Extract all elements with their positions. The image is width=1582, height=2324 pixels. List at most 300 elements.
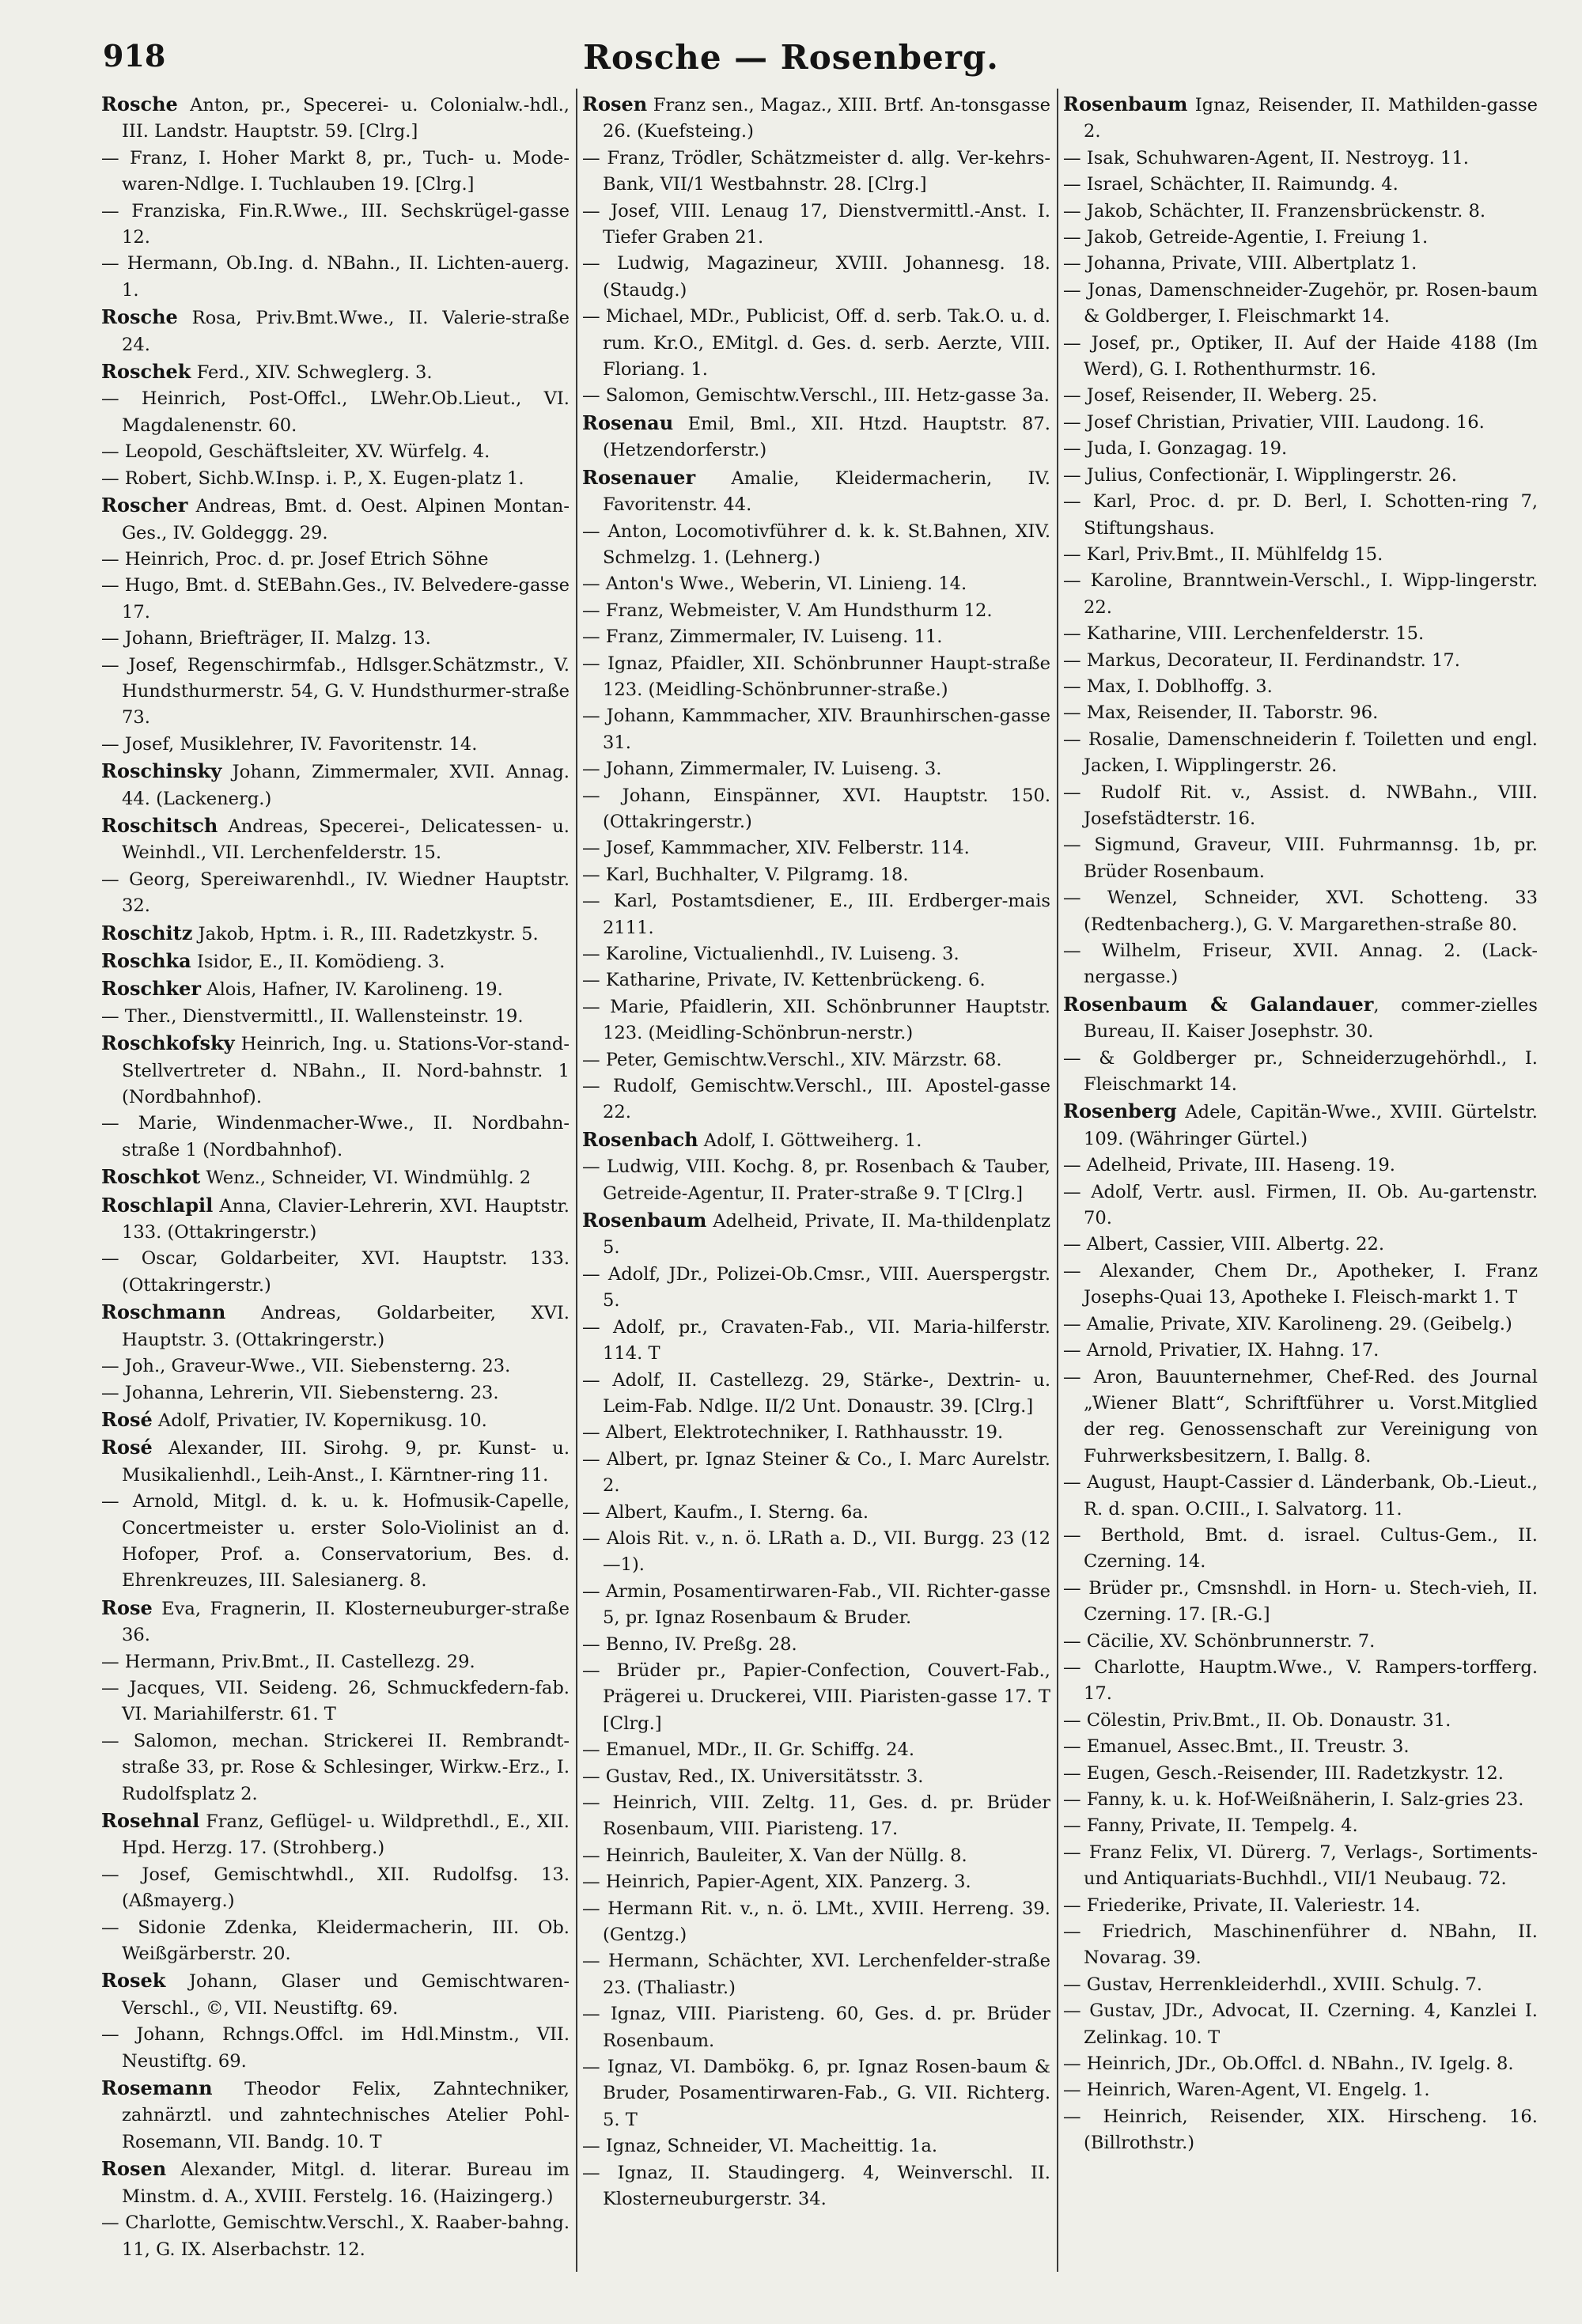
directory-entry bbox=[582, 1843, 1050, 1869]
entry-surname: Roschlapil bbox=[101, 1193, 214, 1217]
directory-entry bbox=[101, 91, 570, 146]
entry-text: — Wenzel, Schneider, XVI. Schotteng. 33 (Redtenbacherg.), G. V. Margarethen-straße 80. bbox=[1063, 888, 1538, 935]
entry-text: — Johann, Einspänner, XVI. Hauptstr. 150. (Ottakringerstr.) bbox=[582, 785, 1050, 832]
entry-text: — Wilhelm, Friseur, XVII. Annag. 2. (Lack-nergasse.) bbox=[1063, 941, 1538, 988]
entry-text: — Michael, MDr., Publicist, Off. d. serb. Tak.O. u. d. rum. Kr.O., EMitgl. d. Ges. d. serb. Aerzte, VIII. Floriang. 1. bbox=[582, 306, 1050, 380]
directory-entry bbox=[1063, 1787, 1538, 1813]
directory-entry bbox=[1063, 1179, 1538, 1232]
entry-surname: Rosenau bbox=[582, 411, 674, 434]
entry-surname: Roschitz bbox=[101, 921, 193, 944]
entry-text: — Joh., Graveur-Wwe., VII. Siebensterng. 23. bbox=[101, 1356, 511, 1377]
entry-text: — Gustav, JDr., Advocat, II. Czerning. 4, Kanzlei I. Zelinkag. 10. T bbox=[1063, 2000, 1538, 2048]
entry-surname: Rosehnal bbox=[101, 1809, 200, 1832]
entry-text: — Hermann, Schächter, XVI. Lerchenfelder-straße 23. (Thaliastr.) bbox=[582, 1951, 1050, 1998]
directory-entry bbox=[1063, 1761, 1538, 1787]
directory-entry bbox=[1063, 463, 1538, 489]
entry-text: — Jakob, Getreide-Agentie, I. Freiung 1. bbox=[1063, 227, 1429, 248]
directory-entry bbox=[582, 1447, 1050, 1500]
directory-entry bbox=[582, 383, 1050, 409]
entry-text: Alexander, III. Sirohg. 9, pr. Kunst- u. Musikalienhdl., Leih-Anst., I. Kärntner-ring 11. bbox=[122, 1438, 570, 1486]
entry-text: Adolf, I. Göttweiherg. 1. bbox=[698, 1130, 922, 1151]
entry-text: — Heinrich, Proc. d. pr. Josef Etrich Söhne bbox=[101, 548, 489, 570]
directory-entry bbox=[101, 1489, 570, 1595]
entry-text: — Rudolf Rit. v., Assist. d. NWBahn., VIII. Josefstädterstr. 16. bbox=[1063, 782, 1538, 829]
entry-text: — Max, I. Doblhoffg. 3. bbox=[1063, 676, 1273, 697]
entry-text: — Albert, Cassier, VIII. Albertg. 22. bbox=[1063, 1234, 1385, 1255]
entry-text: — Hugo, Bmt. d. StEBahn.Ges., IV. Belvedere-gasse 17. bbox=[101, 575, 570, 623]
directory-entry bbox=[582, 835, 1050, 861]
entry-text: — Charlotte, Gemischtw.Verschl., X. Raaber-bahng. 11, G. IX. Alserbachstr. 12. bbox=[101, 2212, 570, 2260]
directory-entry bbox=[101, 1380, 570, 1406]
directory-entry bbox=[101, 2022, 570, 2075]
directory-entry bbox=[101, 1915, 570, 1968]
directory-entry bbox=[582, 941, 1050, 967]
entry-surname: Rosé bbox=[101, 1407, 153, 1431]
directory-entry bbox=[101, 1406, 570, 1434]
entry-surname: Rosenbaum bbox=[1063, 93, 1188, 115]
entry-surname: Rosche bbox=[101, 93, 178, 115]
directory-entry bbox=[582, 1658, 1050, 1737]
entry-text: — Karl, Priv.Bmt., II. Mühlfeldg 15. bbox=[1063, 543, 1383, 565]
entry-text: — Marie, Windenmacher-Wwe., II. Nordbahn-straße 1 (Nordbahnhof). bbox=[101, 1113, 570, 1160]
entry-text: — Sigmund, Graveur, VIII. Fuhrmannsg. 1b, pr. Brüder Rosenbaum. bbox=[1063, 835, 1538, 882]
entry-text: Johann, Glaser und Gemischtwaren-Verschl., ©, VII. Neustiftg. 69. bbox=[122, 1971, 570, 2019]
entry-text: Adele, Capitän-Wwe., XVIII. Gürtelstr. 109. (Währinger Gürtel.) bbox=[1084, 1102, 1538, 1149]
entry-text: — Franz Felix, VI. Dürerg. 7, Verlags-, Sortiments- und Antiquariats-Buchhdl., VII/1 Neubaug. 72. bbox=[1063, 1841, 1538, 1890]
directory-entry bbox=[1063, 278, 1538, 331]
directory-entry bbox=[1063, 1840, 1538, 1893]
directory-entry bbox=[1063, 1813, 1538, 1839]
entry-surname: Roschka bbox=[101, 949, 191, 972]
directory-entry bbox=[582, 91, 1050, 146]
entry-text: Theodor Felix, Zahntechniker, zahnärztl. und zahntechnisches Atelier Pohl-Rosemann, VII. Bandg. 10. T bbox=[122, 2079, 570, 2152]
entry-text: — Ludwig, VIII. Kochg. 8, pr. Rosenbach & Tauber, Getreide-Agentur, II. Prater-straße 9. T [Clrg.] bbox=[582, 1156, 1050, 1204]
directory-entry bbox=[1063, 1153, 1538, 1179]
directory-entry bbox=[101, 1807, 570, 1862]
entry-text: — Ignaz, II. Staudingerg. 4, Weinverschl. II. Klosterneuburgerstr. 34. bbox=[582, 2162, 1050, 2210]
page-title: Rosche — Rosenberg. bbox=[583, 38, 999, 77]
entry-surname: Rosenauer bbox=[582, 465, 696, 489]
directory-entry bbox=[582, 651, 1050, 704]
entry-surname: Roschker bbox=[101, 977, 202, 1001]
entry-text: Adelheid, Private, II. Ma-thildenplatz 5. bbox=[603, 1211, 1050, 1259]
entry-text: — Berthold, Bmt. d. israel. Cultus-Gem., II. Czerning. 14. bbox=[1063, 1524, 1538, 1573]
directory-entry bbox=[101, 1030, 570, 1111]
directory-entry bbox=[101, 358, 570, 386]
entry-text: — Johann, Rchngs.Offcl. im Hdl.Minstm., VII. Neustiftg. 69. bbox=[101, 2024, 570, 2072]
entry-text: — Franziska, Fin.R.Wwe., III. Sechskrügel-gasse 12. bbox=[101, 200, 570, 248]
entry-text: Ignaz, Reisender, II. Mathilden-gasse 2. bbox=[1084, 95, 1538, 142]
directory-entry bbox=[582, 624, 1050, 650]
entry-surname: Rosek bbox=[101, 1969, 166, 1993]
entry-text: — Ignaz, VI. Dambökg. 6, pr. Ignaz Rosen-baum & Bruder, Posamentirwaren-Fab., G. VII. Richterg. 5. T bbox=[582, 2057, 1050, 2130]
entry-text: Rosa, Priv.Bmt.Wwe., II. Valerie-straße 24. bbox=[122, 308, 570, 355]
directory-entry bbox=[101, 626, 570, 652]
entry-text: — Josef, Musiklehrer, IV. Favoritenstr. 14. bbox=[101, 733, 478, 755]
entry-text: — Adolf, II. Castellezg. 29, Stärke-, Dextrin- u. Leim-Fab. Ndlge. II/2 Unt. Donaustr. 39. [Clrg.] bbox=[582, 1369, 1050, 1417]
entry-text: — Hermann Rit. v., n. ö. LMt., XVIII. Herreng. 39. (Gentzg.) bbox=[582, 1898, 1050, 1946]
directory-entry bbox=[1063, 568, 1538, 621]
directory-entry bbox=[582, 1047, 1050, 1073]
entry-text: — Friedrich, Maschinenführer d. NBahn, II. Novarag. 39. bbox=[1063, 1921, 1538, 1969]
entry-text: — Adolf, pr., Cravaten-Fab., VII. Maria-hilferstr. 114. T bbox=[582, 1316, 1050, 1364]
directory-entry bbox=[1063, 1972, 1538, 1998]
directory-entry bbox=[1063, 938, 1538, 991]
directory-entry bbox=[1063, 2104, 1538, 2157]
entry-text: — Arnold, Privatier, IX. Hahng. 17. bbox=[1063, 1340, 1380, 1361]
entry-text: — Anton's Wwe., Weberin, VI. Linieng. 14. bbox=[582, 573, 967, 595]
directory-entry bbox=[101, 867, 570, 920]
directory-entry bbox=[1063, 1576, 1538, 1629]
entry-text: Anton, pr., Specerei- u. Colonialw.-hdl., III. Landstr. Hauptstr. 59. [Clrg.] bbox=[122, 95, 570, 142]
entry-text: Andreas, Specerei-, Delicatessen- u. Weinhdl., VII. Lerchenfelderstr. 15. bbox=[122, 816, 570, 864]
directory-entry bbox=[101, 1192, 570, 1247]
entry-text: — Gustav, Herrenkleiderhdl., XVIII. Schulg. 7. bbox=[1063, 1974, 1482, 1995]
entry-text: Anna, Clavier-Lehrerin, XVI. Hauptstr. 133. (Ottakringerstr.) bbox=[122, 1195, 570, 1243]
entry-text: — Ignaz, VIII. Piaristeng. 60, Ges. d. pr. Brüder Rosenbaum. bbox=[582, 2004, 1050, 2051]
directory-entry bbox=[582, 2133, 1050, 2159]
directory-entry bbox=[1063, 1655, 1538, 1708]
directory-entry bbox=[101, 466, 570, 492]
entry-surname: Rosenbaum bbox=[582, 1209, 707, 1232]
column-3 bbox=[1063, 91, 1538, 2298]
directory-entry bbox=[1063, 1338, 1538, 1364]
entry-text: — Katharine, Private, IV. Kettenbrückeng. 6. bbox=[582, 970, 986, 991]
entry-text: Andreas, Goldarbeiter, XVI. Hauptstr. 3. (Ottakringerstr.) bbox=[122, 1303, 570, 1350]
entry-text: — Ignaz, Schneider, VI. Macheittig. 1a. bbox=[582, 2136, 938, 2157]
entry-text: — Leopold, Geschäftsleiter, XV. Würfelg. 4. bbox=[101, 441, 490, 463]
directory-entry bbox=[582, 1869, 1050, 1895]
directory-entry bbox=[582, 1948, 1050, 2001]
entry-text: — Heinrich, Waren-Agent, VI. Engelg. 1. bbox=[1063, 2080, 1430, 2101]
directory-entry bbox=[1063, 383, 1538, 409]
directory-entry bbox=[1063, 674, 1538, 700]
column-divider bbox=[576, 89, 577, 2272]
entry-text: — Armin, Posamentirwaren-Fab., VII. Richter-gasse 5, pr. Ignaz Rosenbaum & Bruder. bbox=[582, 1580, 1050, 1629]
directory-entry bbox=[1063, 542, 1538, 568]
directory-entry bbox=[582, 994, 1050, 1047]
directory-entry bbox=[101, 2210, 570, 2263]
entry-text: Emil, Bml., XII. Htzd. Hauptstr. 87. (Hetzendorferstr.) bbox=[603, 413, 1050, 461]
entry-text: — Ther., Dienstvermittl., II. Wallensteinstr. 19. bbox=[101, 1005, 524, 1027]
directory-entry bbox=[1063, 1708, 1538, 1734]
directory-entry bbox=[101, 2075, 570, 2156]
entry-surname: Rosenbaum & Galandauer bbox=[1063, 992, 1374, 1016]
entry-text: — Peter, Gemischtw.Verschl., XIV. Märzstr. 68. bbox=[582, 1049, 1002, 1070]
directory-entry bbox=[1063, 700, 1538, 726]
directory-entry bbox=[582, 1126, 1050, 1154]
entry-text: — Josef Christian, Privatier, VIII. Laudong. 16. bbox=[1063, 411, 1485, 433]
directory-entry bbox=[1063, 780, 1538, 833]
directory-entry bbox=[101, 146, 570, 199]
directory-entry bbox=[1063, 251, 1538, 277]
directory-entry bbox=[1063, 1998, 1538, 2051]
entry-text: — Juda, I. Gonzagag. 19. bbox=[1063, 438, 1288, 460]
column-2 bbox=[582, 91, 1050, 2298]
directory-entry bbox=[1063, 1734, 1538, 1760]
entry-text: Isidor, E., II. Komödieng. 3. bbox=[191, 952, 445, 972]
entry-text: — Alois Rit. v., n. ö. LRath a. D., VII. Burgg. 23 (12—1). bbox=[582, 1527, 1050, 1576]
directory-entry bbox=[101, 920, 570, 948]
entry-text: — Georg, Spereiwarenhdl., IV. Wiedner Hauptstr. 32. bbox=[101, 869, 570, 917]
entry-text: — Johann, Kammmacher, XIV. Braunhirschen-gasse 31. bbox=[582, 706, 1050, 753]
directory-entry bbox=[101, 1675, 570, 1728]
entry-text: Johann, Zimmermaler, XVII. Annag. 44. (Lackenerg.) bbox=[122, 762, 570, 809]
entry-text: — Emanuel, MDr., II. Gr. Schiffg. 24. bbox=[582, 1739, 915, 1761]
directory-entry bbox=[101, 1246, 570, 1299]
directory-entry bbox=[101, 1299, 570, 1353]
directory-entry bbox=[582, 703, 1050, 756]
directory-entry bbox=[1063, 1919, 1538, 1972]
entry-text: — Albert, Kaufm., I. Sterng. 6a. bbox=[582, 1501, 869, 1523]
entry-text: Franz sen., Magaz., XIII. Brtf. An-tonsgasse 26. (Kuefsteing.) bbox=[603, 95, 1050, 142]
entry-text: — Brüder pr., Cmsnshdl. in Horn- u. Stech-vieh, II. Czerning. 17. [R.-G.] bbox=[1063, 1577, 1538, 1626]
directory-entry bbox=[1063, 410, 1538, 436]
directory-entry bbox=[101, 948, 570, 975]
entry-text: — Hermann, Priv.Bmt., II. Castellezg. 29. bbox=[101, 1651, 475, 1672]
directory-entry bbox=[101, 1728, 570, 1807]
directory-entry bbox=[101, 1164, 570, 1191]
directory-entry bbox=[582, 862, 1050, 888]
directory-entry bbox=[1063, 1364, 1538, 1470]
directory-entry bbox=[1063, 172, 1538, 198]
directory-entry bbox=[1063, 1470, 1538, 1523]
entry-text: — Ludwig, Magazineur, XVIII. Johannesg. 18. (Staudg.) bbox=[582, 253, 1050, 301]
directory-entry bbox=[101, 732, 570, 758]
entry-text: — Franz, Webmeister, V. Am Hundsthurm 12. bbox=[582, 600, 993, 621]
directory-entry bbox=[582, 1420, 1050, 1446]
directory-entry bbox=[582, 251, 1050, 304]
entry-text: — Hermann, Ob.Ing. d. NBahn., II. Lichten-auerg. 1. bbox=[101, 253, 570, 301]
entry-text: — Jacques, VII. Seideng. 26, Schmuckfedern-fab. VI. Mariahilferstr. 61. T bbox=[101, 1677, 570, 1725]
directory-entry bbox=[582, 199, 1050, 252]
page-number: 918 bbox=[103, 38, 166, 74]
directory-entry bbox=[582, 2054, 1050, 2133]
entry-text: — Franz, I. Hoher Markt 8, pr., Tuch- u. Mode-waren-Ndlge. I. Tuchlauben 19. [Clrg.] bbox=[101, 147, 570, 195]
directory-entry bbox=[582, 1154, 1050, 1207]
directory-entry bbox=[582, 1526, 1050, 1579]
entry-text: — Adelheid, Private, III. Haseng. 19. bbox=[1063, 1155, 1395, 1176]
entry-surname: Rose bbox=[101, 1595, 153, 1619]
entry-text: Franz, Geflügel- u. Wildprethdl., E., XII. Hpd. Herzg. 17. (Strohberg.) bbox=[122, 1811, 570, 1859]
directory-entry bbox=[101, 251, 570, 304]
entry-text: — Emanuel, Assec.Bmt., II. Treustr. 3. bbox=[1063, 1736, 1410, 1758]
entry-text: — Franz, Zimmermaler, IV. Luiseng. 11. bbox=[582, 626, 943, 648]
directory-entry bbox=[1063, 91, 1538, 146]
entry-surname: Roschinsky bbox=[101, 759, 222, 783]
directory-entry bbox=[1063, 832, 1538, 885]
entry-surname: Roschek bbox=[101, 360, 191, 384]
entry-text: — Salomon, Gemischtw.Verschl., III. Hetz-gasse 3a. bbox=[582, 385, 1050, 407]
entry-text: — Heinrich, Bauleiter, X. Van der Nüllg. 8. bbox=[582, 1845, 967, 1866]
entry-text: — Heinrich, Post-Offcl., LWehr.Ob.Lieut., VI. Magdalenenstr. 60. bbox=[101, 388, 570, 436]
directory-entry bbox=[1063, 436, 1538, 462]
directory-entry bbox=[1063, 1259, 1538, 1312]
entry-text: — Anton, Locomotivführer d. k. k. St.Bahnen, XIV. Schmelzg. 1. (Lehnerg.) bbox=[582, 520, 1050, 568]
column-1 bbox=[101, 91, 570, 2298]
directory-entry bbox=[1063, 489, 1538, 542]
directory-entry bbox=[101, 1353, 570, 1380]
entry-text: — Rosalie, Damenschneiderin f. Toiletten und engl. Jacken, I. Wipplingerstr. 26. bbox=[1063, 729, 1538, 777]
directory-entry bbox=[582, 1207, 1050, 1262]
entry-text: — Johann, Zimmermaler, IV. Luiseng. 3. bbox=[582, 759, 942, 780]
entry-text: — Israel, Schächter, II. Raimundg. 4. bbox=[1063, 174, 1398, 195]
entry-text: — Heinrich, Papier-Agent, XIX. Panzerg. 3. bbox=[582, 1872, 971, 1893]
entry-text: — Brüder pr., Papier-Confection, Couvert-Fab., Prägerei u. Druckerei, VIII. Piaristen-gasse 17. T [Clrg.] bbox=[582, 1660, 1050, 1734]
directory-entry bbox=[101, 439, 570, 465]
entry-text: Amalie, Kleidermacherin, IV. Favoritenstr. 44. bbox=[603, 467, 1050, 516]
entry-text: Ferd., XIV. Schweglerg. 3. bbox=[191, 362, 433, 384]
entry-text: — Julius, Confectionär, I. Wipplingerstr. 26. bbox=[1063, 464, 1457, 486]
entry-text: — Amalie, Private, XIV. Karolineng. 29. (Geibelg.) bbox=[1063, 1313, 1512, 1334]
entry-text: — Cölestin, Priv.Bmt., II. Ob. Donaustr. 31. bbox=[1063, 1709, 1451, 1731]
directory-entry bbox=[582, 146, 1050, 199]
directory-entry bbox=[1063, 1523, 1538, 1576]
directory-entry bbox=[582, 1790, 1050, 1843]
directory-entry bbox=[582, 1073, 1050, 1126]
entry-text: , commer-zielles Bureau, II. Kaiser Josephstr. 30. bbox=[1084, 994, 1538, 1043]
directory-entry bbox=[1063, 2051, 1538, 2077]
entry-text: — Karl, Buchhalter, V. Pilgramg. 18. bbox=[582, 864, 909, 885]
directory-entry bbox=[101, 1595, 570, 1649]
entry-text: — Sidonie Zdenka, Kleidermacherin, III. Ob. Weißgärberstr. 20. bbox=[101, 1917, 570, 1965]
directory-entry bbox=[582, 410, 1050, 464]
directory-entry bbox=[1063, 331, 1538, 384]
entry-text: Alexander, Mitgl. d. literar. Bureau im Minstm. d. A., XVIII. Ferstelg. 16. (Haizingerg.) bbox=[122, 2159, 570, 2207]
directory-entry bbox=[101, 1111, 570, 1164]
entry-text: Heinrich, Ing. u. Stations-Vor-stand-Stellvertreter d. NBahn., II. Nord-bahnstr. 1 (Nordbahnhof). bbox=[122, 1034, 570, 1108]
entry-text: — Ignaz, Pfaidler, XII. Schönbrunner Haupt-straße 123. (Meidling-Schönbrunner-straße.) bbox=[582, 653, 1050, 700]
entry-text: — Josef, Regenschirmfab., Hdlsger.Schätzmstr., V. Hundsthurmerstr. 54, G. V. Hundsthurmer-straße 73. bbox=[101, 654, 570, 729]
directory-entry bbox=[101, 2156, 570, 2210]
entry-text: — Josef, Gemischtwhdl., XII. Rudolfsg. 13. (Aßmayerg.) bbox=[101, 1864, 570, 1912]
directory-entry bbox=[1063, 2077, 1538, 2103]
entry-text: — Robert, Sichb.W.Insp. i. P., X. Eugen-platz 1. bbox=[101, 467, 524, 489]
directory-entry bbox=[582, 1500, 1050, 1526]
entry-text: — Karl, Proc. d. pr. D. Berl, I. Schotten-ring 7, Stiftungshaus. bbox=[1063, 491, 1538, 539]
directory-entry bbox=[101, 1967, 570, 2022]
directory-entry bbox=[101, 1649, 570, 1675]
directory-entry bbox=[1063, 146, 1538, 172]
directory-entry bbox=[1063, 1629, 1538, 1655]
entry-text: Adolf, Privatier, IV. Kopernikusg. 10. bbox=[152, 1410, 487, 1431]
entry-text: Eva, Fragnerin, II. Klosterneuburger-straße 36. bbox=[122, 1598, 570, 1646]
directory-entry bbox=[1063, 1312, 1538, 1338]
entry-text: — Franz, Trödler, Schätzmeister d. allg. Ver-kehrs-Bank, VII/1 Westbahnstr. 28. [Clrg.] bbox=[582, 147, 1050, 195]
entry-text: — Fanny, Private, II. Tempelg. 4. bbox=[1063, 1815, 1358, 1837]
entry-text: — Isak, Schuhwaren-Agent, II. Nestroyg. 11. bbox=[1063, 147, 1469, 168]
directory-entry bbox=[582, 598, 1050, 624]
entry-text: — Eugen, Gesch.-Reisender, III. Radetzkystr. 12. bbox=[1063, 1762, 1504, 1784]
entry-text: Andreas, Bmt. d. Oest. Alpinen Montan-Ges., IV. Goldeggg. 29. bbox=[122, 496, 570, 543]
directory-entry bbox=[101, 653, 570, 732]
directory-entry bbox=[1063, 1232, 1538, 1258]
directory-entry bbox=[101, 812, 570, 867]
directory-entry bbox=[101, 573, 570, 626]
directory-entry bbox=[1063, 199, 1538, 225]
directory-entry bbox=[582, 1632, 1050, 1658]
entry-text: — Heinrich, JDr., Ob.Offcl. d. NBahn., IV. Igelg. 8. bbox=[1063, 2053, 1514, 2075]
directory-entry bbox=[1063, 1893, 1538, 1919]
entry-text: — Aron, Bauunternehmer, Chef-Red. des Journal „Wiener Blatt“, Schriftführer u. Vorst.Mitglied der reg. Genossenschaft zur Vereinigung von Fuhrwerksbesitzern, I. Ballg. 8. bbox=[1063, 1366, 1538, 1467]
entry-text: — Fanny, k. u. k. Hof-Weißnäherin, I. Salz-gries 23. bbox=[1063, 1789, 1524, 1810]
entry-text: — Albert, Elektrotechniker, I. Rathhausstr. 19. bbox=[582, 1422, 1004, 1444]
entry-text: — Heinrich, Reisender, XIX. Hirscheng. 16. (Billrothstr.) bbox=[1063, 2106, 1538, 2154]
entry-text: — Jonas, Damenschneider-Zugehör, pr. Rosen-baum & Goldberger, I. Fleischmarkt 14. bbox=[1063, 279, 1538, 327]
directory-entry bbox=[101, 1004, 570, 1030]
directory-entry bbox=[582, 2001, 1050, 2054]
entry-text: — Oscar, Goldarbeiter, XVI. Hauptstr. 133. (Ottakringerstr.) bbox=[101, 1248, 570, 1296]
directory-entry bbox=[582, 1315, 1050, 1368]
directory-entry bbox=[1063, 1098, 1538, 1153]
entry-text: — Adolf, Vertr. ausl. Firmen, II. Ob. Au-gartenstr. 70. bbox=[1063, 1181, 1538, 1229]
entry-text: — Karoline, Branntwein-Verschl., I. Wipp-lingerstr. 22. bbox=[1063, 570, 1538, 618]
entry-surname: Rosemann bbox=[101, 2076, 213, 2100]
entry-text: — Rudolf, Gemischtw.Verschl., III. Apostel-gasse 22. bbox=[582, 1076, 1050, 1123]
directory-entry bbox=[582, 464, 1050, 519]
directory-entry bbox=[101, 975, 570, 1003]
entry-text: — Johann, Briefträger, II. Malzg. 13. bbox=[101, 628, 431, 649]
entry-text: — Josef, pr., Optiker, II. Auf der Haide 4188 (Im Werd), G. I. Rothenthurmstr. 16. bbox=[1063, 332, 1538, 380]
entry-text: — & Goldberger pr., Schneiderzugehörhdl., I. Fleischmarkt 14. bbox=[1063, 1047, 1538, 1096]
entry-text: — Salomon, mechan. Strickerei II. Rembrandt-straße 33, pr. Rose & Schlesinger, Wirkw.-Erz., I. Rudolfsplatz 2. bbox=[101, 1730, 570, 1804]
directory-entry bbox=[582, 1737, 1050, 1763]
directory-entry bbox=[582, 519, 1050, 572]
entry-surname: Rosenbach bbox=[582, 1127, 698, 1151]
entry-text: — Gustav, Red., IX. Universitätsstr. 3. bbox=[582, 1766, 924, 1787]
entry-text: — Marie, Pfaidlerin, XII. Schönbrunner Hauptstr. 123. (Meidling-Schönbrun-nerstr.) bbox=[582, 996, 1050, 1044]
entry-text: — Johanna, Lehrerin, VII. Siebensterng. 23. bbox=[101, 1382, 499, 1403]
directory-entry bbox=[582, 571, 1050, 597]
entry-text: — Friederike, Private, II. Valeriestr. 14. bbox=[1063, 1894, 1421, 1916]
entry-text: — Josef, VIII. Lenaug 17, Dienstvermittl.-Anst. I. Tiefer Graben 21. bbox=[582, 200, 1050, 248]
directory-entry bbox=[1063, 885, 1538, 938]
directory-entry bbox=[101, 758, 570, 812]
directory-entry bbox=[1063, 991, 1538, 1046]
entry-surname: Roscher bbox=[101, 494, 188, 517]
entry-text: — Arnold, Mitgl. d. k. u. k. Hofmusik-Capelle, Concertmeister u. erster Solo-Violinist an d. Hofoper, Prof. a. Conservatorium, Bes. d. Ehrenkreuzes, III. Salesianerg. 8. bbox=[101, 1491, 570, 1592]
entry-text: Alois, Hafner, IV. Karolineng. 19. bbox=[201, 979, 503, 1001]
column-divider bbox=[1057, 89, 1058, 2272]
directory-entry bbox=[101, 386, 570, 439]
entry-text: — Jakob, Schächter, II. Franzensbrückenstr. 8. bbox=[1063, 200, 1486, 221]
entry-text: — Adolf, JDr., Polizei-Ob.Cmsr., VIII. Auerspergstr. 5. bbox=[582, 1263, 1050, 1312]
directory-entry bbox=[582, 1368, 1050, 1421]
directory-entry bbox=[101, 492, 570, 547]
directory-entry bbox=[1063, 648, 1538, 674]
directory-entry bbox=[101, 547, 570, 573]
directory-entry bbox=[101, 199, 570, 252]
entry-text: Wenz., Schneider, VI. Windmühlg. 2 bbox=[200, 1168, 532, 1189]
entry-surname: Rosche bbox=[101, 305, 178, 329]
entry-text: — Markus, Decorateur, II. Ferdinandstr. 17. bbox=[1063, 649, 1460, 671]
entry-surname: Roschitsch bbox=[101, 813, 218, 837]
directory-entry bbox=[1063, 621, 1538, 647]
entry-text: — Karl, Postamtsdiener, E., III. Erdberger-mais 2111. bbox=[582, 891, 1050, 938]
entry-surname: Roschkot bbox=[101, 1165, 201, 1189]
directory-entry bbox=[582, 1262, 1050, 1315]
directory-entry bbox=[582, 783, 1050, 836]
directory-entry bbox=[582, 1764, 1050, 1790]
entry-surname: Roschmann bbox=[101, 1300, 226, 1324]
entry-surname: Roschkofsky bbox=[101, 1031, 235, 1055]
entry-text: — Heinrich, VIII. Zeltg. 11, Ges. d. pr. Brüder Rosenbaum, VIII. Piaristeng. 17. bbox=[582, 1792, 1050, 1840]
entry-text: — Josef, Reisender, II. Weberg. 25. bbox=[1063, 385, 1378, 407]
entry-text: — Charlotte, Hauptm.Wwe., V. Rampers-torfferg. 17. bbox=[1063, 1656, 1538, 1705]
page-header bbox=[0, 38, 1582, 93]
directory-entry bbox=[582, 2160, 1050, 2213]
entry-text: — Josef, Kammmacher, XIV. Felberstr. 114. bbox=[582, 838, 970, 859]
